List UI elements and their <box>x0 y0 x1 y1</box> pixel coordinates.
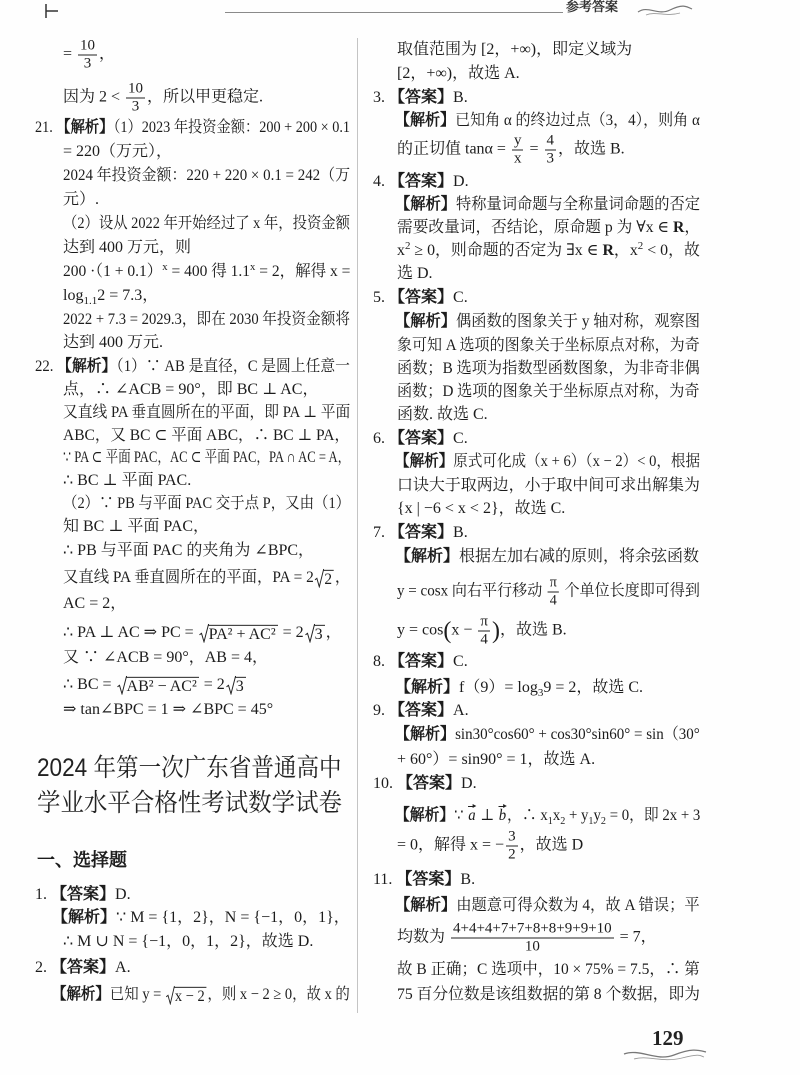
fraction-denominator: 4 <box>549 592 557 609</box>
header-rule <box>225 12 563 13</box>
subscript: 2 <box>560 815 566 827</box>
text-run: [2，+∞)，故选 A. <box>397 65 520 82</box>
text-run: ， <box>99 45 116 63</box>
text-run: 函数；B 选项为指数型函数图象，为非奇非偶 <box>397 360 700 377</box>
text-run: 均数为 <box>397 928 450 946</box>
bold-label: 【解析】 <box>395 112 456 129</box>
text-run: 由题意可得众数为 4，故 A 错误；平 <box>456 897 700 914</box>
bold-label: 【解析】 <box>395 196 457 213</box>
fraction-denominator: 3 <box>83 55 92 72</box>
text-run: < 0，故 <box>643 242 700 259</box>
text-run: ，则 x − 2 ≥ 0，故 x 的 <box>207 985 350 1003</box>
text-run: ⇒ tan∠BPC = 1 ⇒ ∠BPC = 45° <box>63 701 274 718</box>
text-line <box>373 288 468 308</box>
superscript: x <box>250 261 256 273</box>
text-run: B. <box>460 871 476 888</box>
text-line <box>373 429 468 449</box>
text-run: D. <box>461 775 477 792</box>
text-line <box>63 448 350 468</box>
fraction <box>451 921 614 956</box>
page-number: 129 <box>652 1026 684 1050</box>
text-run: 已知角 α 的终边过点（3，4），则角 α <box>455 112 700 129</box>
bold-label: 【答案】 <box>389 89 454 106</box>
bold-label: 【解析】 <box>395 807 455 824</box>
text-run: 函数. 故选 C. <box>397 406 488 423</box>
text-line <box>63 38 115 73</box>
text-line <box>395 195 700 215</box>
bold-label: 【答案】 <box>396 871 461 888</box>
text-run: 口诀大于取两边，小于取中间可求出解集为 <box>397 477 701 494</box>
superscript: 2 <box>637 240 644 252</box>
subscript: 1 <box>547 815 553 827</box>
text-line <box>373 870 475 890</box>
text-run: + y <box>565 807 589 824</box>
radicand: 3 <box>235 677 244 695</box>
text-run: ∵ M = {1，2}，N = {−1，0，1}， <box>116 909 350 926</box>
text-run: ，所以甲更稳定. <box>147 88 264 106</box>
bold-label: R <box>673 219 685 236</box>
text-run: 原式可化成（x + 6）（x − 2）< 0，根据 <box>453 453 701 470</box>
vector-symbol: a <box>467 804 476 824</box>
text-line <box>373 172 469 192</box>
text-line <box>395 312 700 332</box>
text-run: ∴ PA ⊥ AC ⇒ PC = <box>63 623 198 641</box>
text-run: AC = 2， <box>63 595 127 612</box>
text-run: 偶函数的图象关于 y 轴对称，观察图 <box>456 313 701 330</box>
text-line <box>397 960 700 980</box>
text-line <box>395 111 700 131</box>
text-line <box>395 678 643 698</box>
text-run: 4. <box>373 173 389 190</box>
text-run: y = cos <box>397 621 444 639</box>
text-run: ∵ PA ⊂ 平面 PAC，AC ⊂ 平面 PAC，PA ∩ AC = A， <box>63 449 351 466</box>
text-line <box>397 133 625 168</box>
text-line <box>35 958 131 978</box>
text-run: ，x <box>613 242 638 259</box>
text-line <box>397 575 700 610</box>
exam-title-line-1: 2024 年第一次广东省普通高中 <box>37 754 342 782</box>
exam-title-line-2: 学业水平合格性考试数学试卷 <box>37 789 343 817</box>
text-run: 达到 400 万元. <box>63 334 164 351</box>
text-line <box>373 701 469 721</box>
column-divider <box>357 38 358 1013</box>
text-run: ， <box>684 219 701 236</box>
text-line <box>397 264 433 284</box>
footer-ornament-icon <box>620 1046 710 1066</box>
fraction-denominator: x <box>513 150 522 167</box>
text-run: 11. <box>373 871 397 888</box>
bold-label: 【答案】 <box>389 524 454 541</box>
text-line <box>63 81 263 116</box>
text-run: 个单位长度即可得到 <box>560 582 700 600</box>
text-run: （1）2023 年投资金额：200 + 200 × 0.1 <box>113 119 351 136</box>
text-line <box>52 908 350 928</box>
bold-label: 【答案】 <box>389 653 454 670</box>
text-line <box>397 64 520 84</box>
fraction-denominator: 2 <box>508 846 516 863</box>
text-run: 6. <box>373 430 389 447</box>
text-run: 根据左加右减的原则，将余弦函数 <box>459 548 700 565</box>
text-run: 故 B 正确；C 选项中，10 × 75% = 7.5，∴ 第 <box>397 961 700 978</box>
bold-label: 【解析】 <box>395 726 456 743</box>
text-run: sin30°cos60° + cos30°sin60° = sin（30° <box>455 726 700 743</box>
fraction-numerator: y <box>513 132 522 149</box>
text-run: = 7， <box>615 928 657 946</box>
text-line <box>397 750 595 770</box>
text-run: （1）∵ AB 是直径，C 是圆上任意一 <box>116 358 350 375</box>
text-run: 9 = 2，故选 C. <box>543 679 644 696</box>
fraction <box>512 133 524 168</box>
text-line <box>397 405 488 425</box>
vector-symbol: b <box>498 804 507 824</box>
text-run: = 2 <box>278 623 304 641</box>
bold-label: 【答案】 <box>389 430 454 447</box>
square-root <box>315 568 334 588</box>
radicand: x − 2 <box>174 987 205 1005</box>
text-run: ∴ M ∪ N = {−1，0，1，2}，故选 D. <box>63 933 314 950</box>
text-run: B. <box>453 524 468 541</box>
bold-label: 【解析】 <box>52 985 110 1003</box>
text-run: 200 ·（1 + 0.1） <box>63 263 163 280</box>
square-root <box>166 985 207 1005</box>
text-run: ，∴ x <box>507 807 548 824</box>
superscript: 2 <box>404 240 411 252</box>
text-run: 7. <box>373 524 389 541</box>
text-run: 9. <box>373 702 389 719</box>
text-run: ，故选 B. <box>558 140 625 158</box>
square-root <box>305 623 325 643</box>
subscript: 1 <box>588 815 594 827</box>
text-line <box>63 310 350 330</box>
fraction-numerator: π <box>549 574 557 591</box>
subscript: 3 <box>537 687 544 699</box>
fraction-denominator: 10 <box>524 938 540 955</box>
fraction-numerator: π <box>480 613 488 630</box>
text-line <box>63 517 209 537</box>
text-run: ∴ BC = <box>63 675 116 693</box>
text-line <box>373 774 477 794</box>
header-title: 参考答案 <box>566 0 619 14</box>
text-line <box>397 921 657 956</box>
text-line <box>397 614 567 649</box>
fraction-numerator: 10 <box>128 80 144 97</box>
text-line <box>373 652 468 672</box>
text-run: 22. <box>35 358 58 375</box>
fraction-denominator: 3 <box>546 150 554 167</box>
text-line <box>63 262 350 282</box>
text-run: 函数；D 选项的图象关于坐标原点对称，为奇 <box>397 383 700 400</box>
text-run: = 2 <box>199 675 225 693</box>
text-run: log <box>63 287 84 304</box>
text-run: ≥ 0，则命题的否定为 ∃x ∈ <box>410 242 603 259</box>
text-run: 元）. <box>63 191 100 208</box>
text-run: D. <box>115 886 131 903</box>
text-line <box>397 218 700 238</box>
radicand: AB² − AC² <box>126 677 197 695</box>
bold-label: 【答案】 <box>389 289 454 306</box>
text-line <box>397 829 583 864</box>
text-run: 10. <box>373 775 397 792</box>
fraction <box>478 614 490 649</box>
text-line <box>63 333 163 353</box>
text-run: f（9）= log <box>459 679 538 696</box>
text-run: ∵ <box>454 807 468 824</box>
text-line <box>395 547 699 567</box>
section-heading: 一、选择题 <box>37 850 127 870</box>
text-run: 因为 2 < <box>63 88 125 106</box>
bold-label: 【答案】 <box>397 775 462 792</box>
bold-label: 【答案】 <box>51 886 116 903</box>
text-run: ， <box>334 568 351 586</box>
bold-label: 【解析】 <box>57 358 117 375</box>
bold-label: 【答案】 <box>51 959 116 976</box>
fraction-numerator: 4+4+4+7+7+8+8+9+9+10 <box>453 920 612 937</box>
text-run: = <box>63 45 77 63</box>
text-run: 2024 年投资金额：220 + 220 × 0.1 = 242（万 <box>63 167 351 184</box>
text-run: D. <box>453 173 469 190</box>
text-run: ∴ BC ⊥ 平面 PAC. <box>63 472 192 489</box>
text-line <box>63 190 99 210</box>
bold-label: 【解析】 <box>395 897 457 914</box>
bold-label: R <box>602 242 614 259</box>
text-run: 已知 y = <box>109 985 165 1003</box>
text-run: 象可知 A 选项的图象关于坐标原点对称，为奇 <box>397 337 700 354</box>
fraction <box>78 38 97 73</box>
square-root <box>226 675 246 695</box>
text-line <box>397 499 565 519</box>
superscript: x <box>162 261 168 273</box>
text-run: ，故选 D <box>519 836 584 854</box>
text-run: C. <box>453 289 468 306</box>
text-line <box>63 648 268 668</box>
text-line <box>373 88 468 108</box>
text-run: 2. <box>35 959 51 976</box>
text-run: 2022 + 7.3 = 2029.3，即在 2030 年投资金额将 <box>63 311 351 328</box>
text-run: ，故选 B. <box>499 621 567 639</box>
subscript: 1.1 <box>83 295 98 307</box>
text-line <box>63 471 191 491</box>
text-line <box>35 118 350 138</box>
fraction-denominator: 4 <box>480 631 488 648</box>
fraction-numerator: 3 <box>508 828 516 845</box>
fraction-denominator: 3 <box>131 98 140 115</box>
bold-label: 【解析】 <box>395 453 454 470</box>
text-line <box>35 357 350 377</box>
text-line <box>63 494 350 514</box>
text-line <box>63 286 158 306</box>
text-run: 5. <box>373 289 389 306</box>
text-line <box>52 985 350 1005</box>
text-line <box>63 623 342 643</box>
crop-mark-icon <box>38 2 62 20</box>
bold-label: 【解析】 <box>52 909 117 926</box>
text-run: ⊥ <box>476 807 498 824</box>
text-run: ∴ PB 与平面 PAC 的夹角为 ∠BPC， <box>63 542 315 559</box>
bold-label: 【答案】 <box>389 702 454 719</box>
text-run: A. <box>115 959 131 976</box>
square-root <box>199 623 278 643</box>
radicand: 3 <box>314 625 323 643</box>
text-line <box>397 476 700 496</box>
fraction <box>548 575 559 610</box>
text-line <box>63 166 350 186</box>
text-line <box>35 885 131 905</box>
text-run: 取值范围为 [2，+∞)，即定义域为 <box>397 41 633 58</box>
text-run: = 2，解得 x = <box>255 263 351 280</box>
text-run: C. <box>453 653 468 670</box>
text-line <box>63 675 247 695</box>
text-line <box>397 241 700 261</box>
square-root <box>117 675 199 695</box>
text-run: 2 = 7.3， <box>97 287 159 304</box>
text-line <box>63 142 172 162</box>
text-line <box>63 426 350 446</box>
text-run: 8. <box>373 653 389 670</box>
bold-label: 【解析】 <box>395 548 460 565</box>
large-parenthesis: ) <box>491 618 500 644</box>
text-line <box>395 804 700 826</box>
text-line <box>397 382 700 402</box>
bold-label: 【解析】 <box>395 679 460 696</box>
fraction <box>545 133 557 168</box>
text-run: （2）∵ PB 与平面 PAC 交于点 P，又由（1） <box>63 495 351 512</box>
fraction-numerator: 4 <box>546 132 554 149</box>
text-run: x − <box>451 621 477 639</box>
text-line <box>397 359 700 379</box>
fraction <box>126 81 145 116</box>
text-line <box>395 896 700 916</box>
text-run: {x | −6 < x < 2}，故选 C. <box>397 500 566 517</box>
subscript: 2 <box>600 815 606 827</box>
text-run: x <box>552 807 561 824</box>
text-line <box>395 725 700 745</box>
text-run: = <box>525 140 543 158</box>
text-run: = 220（万元）， <box>63 143 173 160</box>
bold-label: 【解析】 <box>395 313 457 330</box>
text-run: 特称量词命题与全称量词命题的否定 <box>456 196 701 213</box>
text-line <box>63 380 318 400</box>
text-run: 的正切值 tanα = <box>397 140 510 158</box>
text-run: C. <box>453 430 468 447</box>
text-run: A. <box>453 702 469 719</box>
fraction-numerator: 10 <box>80 37 96 54</box>
text-run: 知 BC ⊥ 平面 PAC， <box>63 518 210 535</box>
text-line <box>395 452 700 472</box>
text-run: 1. <box>35 886 51 903</box>
text-run: ABC，又 BC ⊂ 平面 ABC，∴ BC ⊥ PA， <box>63 427 350 444</box>
text-line <box>63 568 350 588</box>
bold-label: 【解析】 <box>56 119 114 136</box>
radicand: 2 <box>324 570 332 588</box>
radicand: PA² + AC² <box>208 625 276 643</box>
text-run: 75 百分位数是该组数据的第 8 个数据，即为 <box>397 986 701 1003</box>
text-run: 选 D. <box>397 265 433 282</box>
text-run: = 0，即 2x + 3 <box>605 807 701 824</box>
text-run: 达到 400 万元，则 <box>63 239 192 256</box>
text-run: 需要改量词，否结论，原命题 p 为 ∀x ∈ <box>397 219 674 236</box>
text-line <box>63 700 273 720</box>
text-run: ， <box>325 623 342 641</box>
text-run: 21. <box>35 119 57 136</box>
text-line <box>397 40 632 60</box>
text-run: = 0，解得 x = − <box>397 836 505 854</box>
text-line <box>63 214 350 234</box>
text-run: （2）设从 2022 年开始经过了 x 年，投资金额 <box>63 215 351 232</box>
text-run: = 400 得 1.1 <box>167 263 251 280</box>
text-run: B. <box>453 89 468 106</box>
text-run: 又直线 PA 垂直圆所在的平面，即 PA ⊥ 平面 <box>63 404 351 421</box>
text-line <box>63 238 191 258</box>
text-run: 又直线 PA 垂直圆所在的平面，PA = 2 <box>63 568 314 586</box>
text-line <box>373 523 468 543</box>
text-run: 3. <box>373 89 389 106</box>
text-line <box>63 541 314 561</box>
text-run: 点，∴ ∠ACB = 90°，即 BC ⊥ AC， <box>63 381 319 398</box>
text-run: y = cosx 向右平行移动 <box>397 582 547 600</box>
text-line <box>397 336 700 356</box>
text-run: + 60°）= sin90° = 1，故选 A. <box>397 751 596 768</box>
text-line <box>63 403 350 423</box>
large-parenthesis: ( <box>443 618 452 644</box>
fraction <box>506 829 518 864</box>
text-run: 又 ∵ ∠ACB = 90°，AB = 4， <box>63 649 268 666</box>
text-line <box>63 932 313 952</box>
bold-label: 【答案】 <box>389 173 454 190</box>
text-run: x <box>397 242 405 259</box>
header-ornament-icon <box>636 2 694 18</box>
text-line <box>397 985 700 1005</box>
text-run: y <box>593 807 601 824</box>
text-line <box>63 594 126 614</box>
